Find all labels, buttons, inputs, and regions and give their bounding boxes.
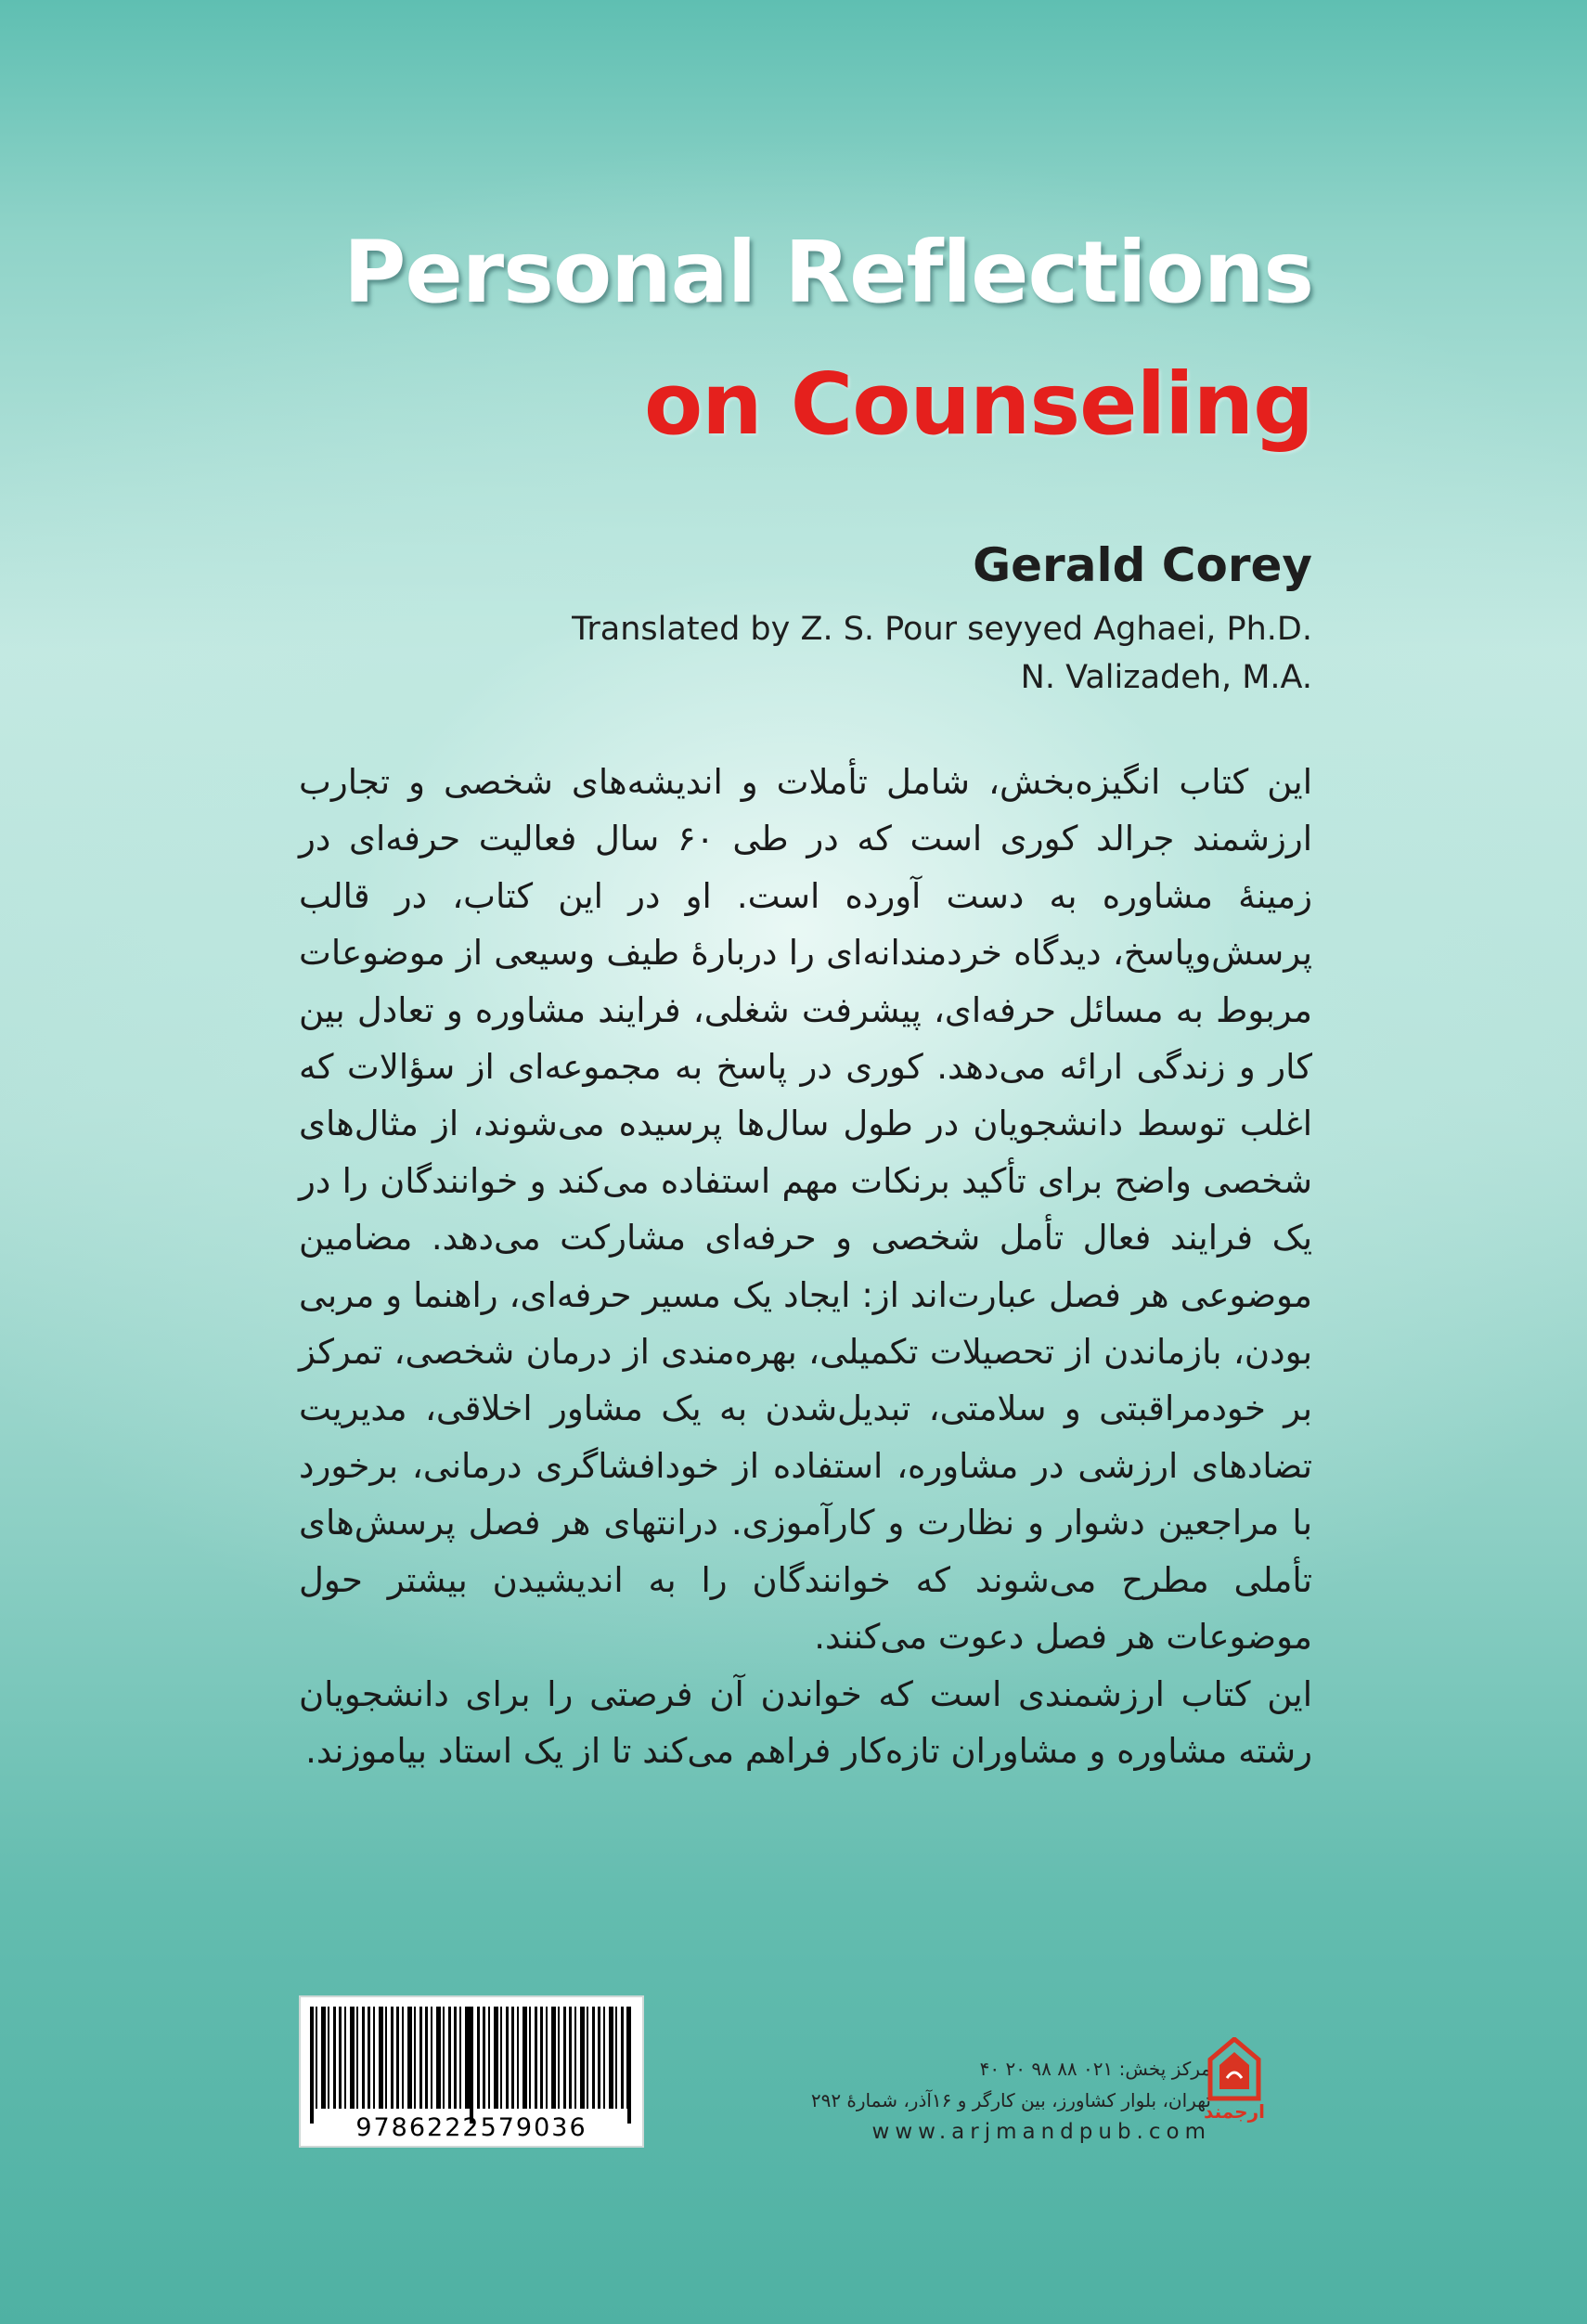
publisher-info: [705, 2053, 1211, 2148]
isbn-barcode: [299, 1995, 644, 2148]
publisher-website: www.arjmandpub.com: [871, 2120, 1211, 2144]
book-description: [299, 754, 1312, 1779]
isbn-number: 9786222579036: [355, 2113, 587, 2142]
barcode-guard-right: [627, 2007, 631, 2124]
publisher-logo-name: ارجمند: [1204, 2100, 1265, 2123]
barcode-guard-left: [310, 2007, 314, 2124]
description-paragraph-1: این کتاب انگیزه‌بخش، شامل تأملات و اندیشه‌های شخصی و تجارب ارزشمند جرالد کوری است که در طی ۶۰ سال فعالیت حرفه‌ای در زمینهٔ مشاوره به دست آورده است. او در این کتاب، در قالب پرسش‌وپاسخ، دیدگاه خردمندانه‌ای را دربارهٔ طیف وسیعی از موضوعات مربوط به مسائل حرفه‌ای، پیشرفت شغلی، فرایند مشاوره و تعادل بین کار و زندگی ارائه می‌دهد. کوری در پاسخ به مجموعه‌ای از سؤالات که اغلب توسط دانشجویان در طول سال‌ها پرسیده می‌شوند، از مثال‌های شخصی واضح برای تأکید برنکات مهم استفاده می‌کند و خوانندگان را در یک فرایند فعال تأمل شخصی و حرفه‌ای مشارکت می‌دهد. مضامین موضوعی هر فصل عبارت‌اند از: ایجاد یک مسیر حرفه‌ای، راهنما و مربی بودن، بازماندن از تحصیلات تکمیلی، بهره‌مندی از درمان شخصی، تمرکز بر خودمراقبتی و سلامتی، تبدیل‌شدن به یک مشاور اخلاقی، مدیریت تضادهای ارزشی در مشاوره، استفاده از خودافشاگری درمانی، برخورد با مراجعین دشوار و نظارت و کارآموزی. درانتهای هر فصل پرسش‌های تأملی مطرح می‌شوند که خوانندگان را به اندیشیدن بیشتر حول موضوعات هر فصل دعوت می‌کنند.: [299, 762, 1312, 1658]
author-name: Gerald Corey: [973, 538, 1312, 592]
publisher-address: تهران، بلوار کشاورز، بین کارگر و ۱۶آذر، شمارهٔ ۲۹۲: [810, 2089, 1211, 2111]
title-line-2: on Counseling: [643, 355, 1313, 454]
distribution-phone: مرکز پخش: ۰۲۱ ۸۸ ۹۸ ۲۰ ۴۰: [979, 2058, 1211, 2080]
barcode-guard-center: [470, 2007, 473, 2124]
description-paragraph-2: این کتاب ارزشمندی است که خواندن آن فرصتی را برای دانشجویان رشته مشاوره و مشاوران تازه‌کار فراهم می‌کند تا از یک استاد بیاموزند.: [299, 1673, 1312, 1771]
title-line-1: Personal Reflections: [342, 223, 1313, 322]
publisher-logo-icon: [1206, 2037, 1262, 2102]
translators-line-1: Translated by Z. S. Pour seyyed Aghaei, Ph.D.: [572, 611, 1312, 648]
publisher-logo: [1204, 2037, 1265, 2130]
translators-line-2: N. Valizadeh, M.A.: [1020, 659, 1312, 696]
